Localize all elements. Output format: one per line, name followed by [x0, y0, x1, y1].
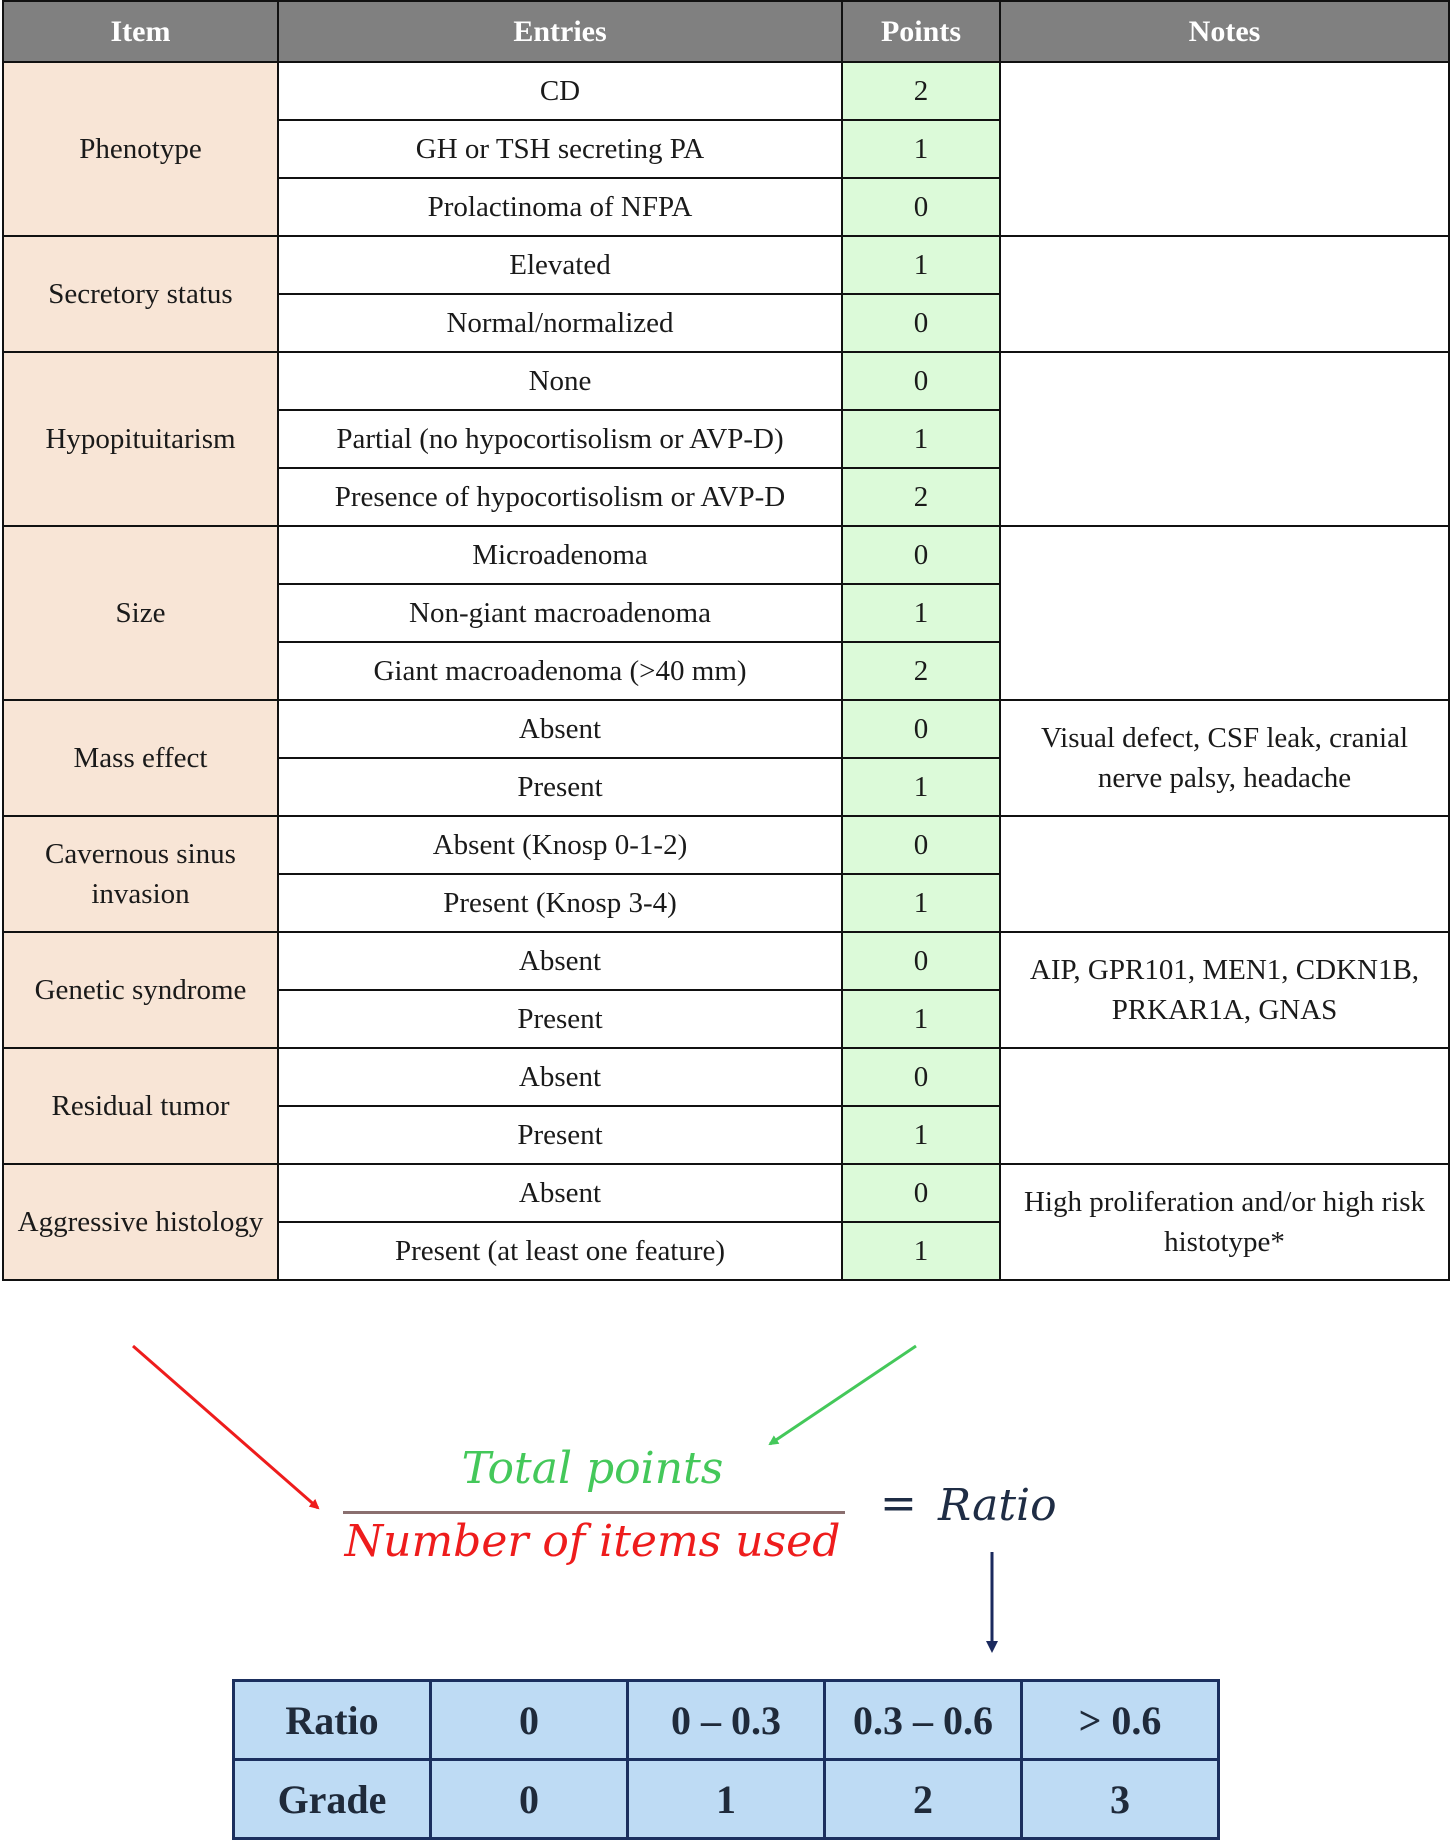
entry-cell: Absent	[278, 700, 842, 758]
points-cell: 1	[842, 1106, 1000, 1164]
points-cell: 0	[842, 526, 1000, 584]
green-arrow	[770, 1346, 916, 1444]
grade-row	[234, 1681, 1219, 1760]
points-cell: 0	[842, 1048, 1000, 1106]
entry-cell: Microadenoma	[278, 526, 842, 584]
grade-cell: 0.3 – 0.6	[825, 1681, 1022, 1760]
points-cell: 0	[842, 178, 1000, 236]
points-cell: 0	[842, 352, 1000, 410]
points-cell: 1	[842, 236, 1000, 294]
grade-cell: 0	[431, 1681, 628, 1760]
points-cell: 1	[842, 120, 1000, 178]
points-cell: 0	[842, 700, 1000, 758]
entry-cell: Giant macroadenoma (>40 mm)	[278, 642, 842, 700]
points-cell: 1	[842, 1222, 1000, 1280]
header-entries: Entries	[278, 1, 842, 62]
entry-cell: Absent	[278, 1164, 842, 1222]
grade-cell: 0	[431, 1760, 628, 1839]
points-cell: 2	[842, 642, 1000, 700]
grade-cell: > 0.6	[1022, 1681, 1219, 1760]
entry-cell: GH or TSH secreting PA	[278, 120, 842, 178]
grade-row	[234, 1760, 1219, 1839]
formula-equals-sign: =	[880, 1478, 917, 1529]
entry-cell: Partial (no hypocortisolism or AVP-D)	[278, 410, 842, 468]
notes-cell: High proliferation and/or high risk histotype*	[1000, 1164, 1449, 1280]
entry-cell: CD	[278, 62, 842, 120]
item-cell: Cavernous sinus invasion	[3, 816, 278, 932]
formula-denominator: Number of items used	[344, 1516, 841, 1567]
points-cell: 1	[842, 410, 1000, 468]
item-cell: Secretory status	[3, 236, 278, 352]
grade-cell: 3	[1022, 1760, 1219, 1839]
points-cell: 2	[842, 468, 1000, 526]
grade-cell: 0 – 0.3	[628, 1681, 825, 1760]
points-cell: 0	[842, 294, 1000, 352]
points-cell: 2	[842, 62, 1000, 120]
grade-table	[232, 1679, 1220, 1840]
points-cell: 0	[842, 932, 1000, 990]
item-cell: Mass effect	[3, 700, 278, 816]
item-cell: Genetic syndrome	[3, 932, 278, 1048]
notes-cell: Visual defect, CSF leak, cranial nerve palsy, headache	[1000, 700, 1449, 816]
item-cell: Aggressive histology	[3, 1164, 278, 1280]
entry-cell: Elevated	[278, 236, 842, 294]
entry-cell: Present	[278, 758, 842, 816]
header-notes: Notes	[1000, 1, 1449, 62]
item-cell: Residual tumor	[3, 1048, 278, 1164]
grade-cell: 1	[628, 1760, 825, 1839]
entry-cell: Non-giant macroadenoma	[278, 584, 842, 642]
points-cell: 0	[842, 1164, 1000, 1222]
formula-numerator: Total points	[461, 1443, 724, 1494]
entry-cell: Present (Knosp 3-4)	[278, 874, 842, 932]
formula-result: Ratio	[938, 1480, 1057, 1531]
grade-row-label: Grade	[234, 1760, 431, 1839]
header-points: Points	[842, 1, 1000, 62]
grade-cell: 2	[825, 1760, 1022, 1839]
points-cell: 1	[842, 990, 1000, 1048]
item-cell: Size	[3, 526, 278, 700]
entry-cell: Normal/normalized	[278, 294, 842, 352]
points-cell: 1	[842, 758, 1000, 816]
entry-cell: Present	[278, 990, 842, 1048]
points-cell: 0	[842, 816, 1000, 874]
entry-cell: Absent	[278, 1048, 842, 1106]
entry-cell: Absent (Knosp 0-1-2)	[278, 816, 842, 874]
notes-cell: AIP, GPR101, MEN1, CDKN1B, PRKAR1A, GNAS	[1000, 932, 1449, 1048]
header-item: Item	[3, 1, 278, 62]
entry-cell: Presence of hypocortisolism or AVP-D	[278, 468, 842, 526]
points-cell: 1	[842, 584, 1000, 642]
red-arrow	[133, 1346, 318, 1508]
item-cell: Phenotype	[3, 62, 278, 236]
grade-table-body	[234, 1681, 1219, 1839]
points-cell: 1	[842, 874, 1000, 932]
entry-cell: Present	[278, 1106, 842, 1164]
entry-cell: None	[278, 352, 842, 410]
entry-cell: Absent	[278, 932, 842, 990]
entry-cell: Prolactinoma of NFPA	[278, 178, 842, 236]
fraction-bar	[343, 1511, 845, 1514]
entry-cell: Present (at least one feature)	[278, 1222, 842, 1280]
grade-row-label: Ratio	[234, 1681, 431, 1760]
item-cell: Hypopituitarism	[3, 352, 278, 526]
